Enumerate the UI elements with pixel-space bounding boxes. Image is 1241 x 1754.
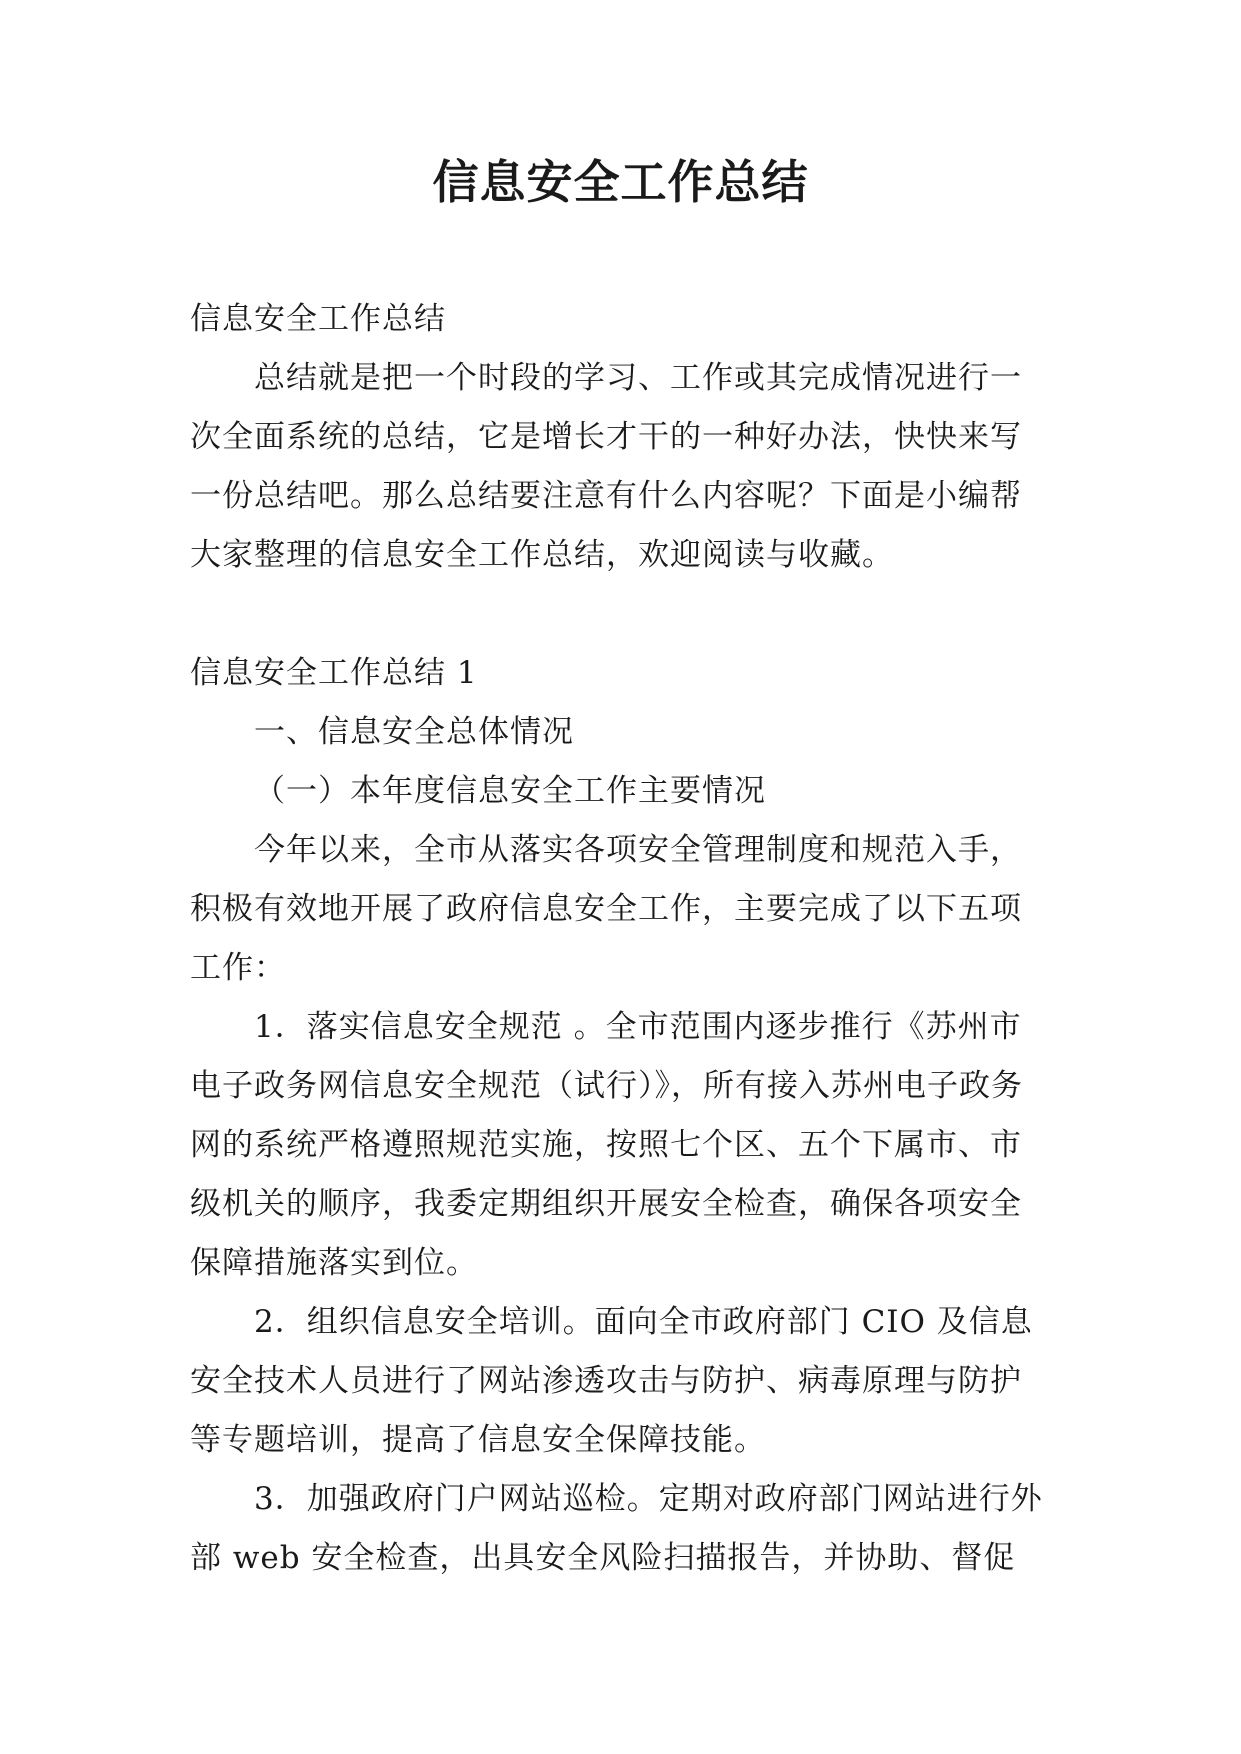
section-title: 信息安全工作总结 1	[190, 655, 478, 691]
list-item-3: 3．加强政府门户网站巡检。定期对政府部门网站进行外部 web 安全检查，出具安全风险扫描报告，并协助、督促	[190, 1481, 1043, 1576]
page-title: 信息安全工作总结	[432, 155, 809, 209]
list-item-2: 2．组织信息安全培训。面向全市政府部门 CIO 及信息安全技术人员进行了网站渗透攻击与防护、病毒原理与防护等专题培训，提高了信息安全保障技能。	[190, 1304, 1033, 1458]
document-subtitle: 信息安全工作总结	[190, 301, 446, 337]
document-body	[190, 290, 1050, 1588]
list-item-1: 1．落实信息安全规范 。全市范围内逐步推行《苏州市电子政务网信息安全规范（试行）》，所有接入苏州电子政务网的系统严格遵照规范实施，按照七个区、五个下属市、市级机关的顺序，我委定期组织开展安全检查，确保各项安全保障措施落实到位。	[190, 1009, 1023, 1281]
intro-paragraph: 总结就是把一个时段的学习、工作或其完成情况进行一次全面系统的总结，它是增长才干的一种好办法，快快来写一份总结吧。那么总结要注意有什么内容呢？下面是小编帮大家整理的信息安全工作总结，欢迎阅读与收藏。	[190, 360, 1022, 573]
heading-level-1: 一、信息安全总体情况	[254, 714, 574, 750]
paragraph-gap	[190, 585, 1050, 644]
heading-level-2: （一）本年度信息安全工作主要情况	[254, 773, 766, 809]
body-paragraph: 今年以来，全市从落实各项安全管理制度和规范入手，积极有效地开展了政府信息安全工作，主要完成了以下五项工作：	[190, 832, 1022, 986]
